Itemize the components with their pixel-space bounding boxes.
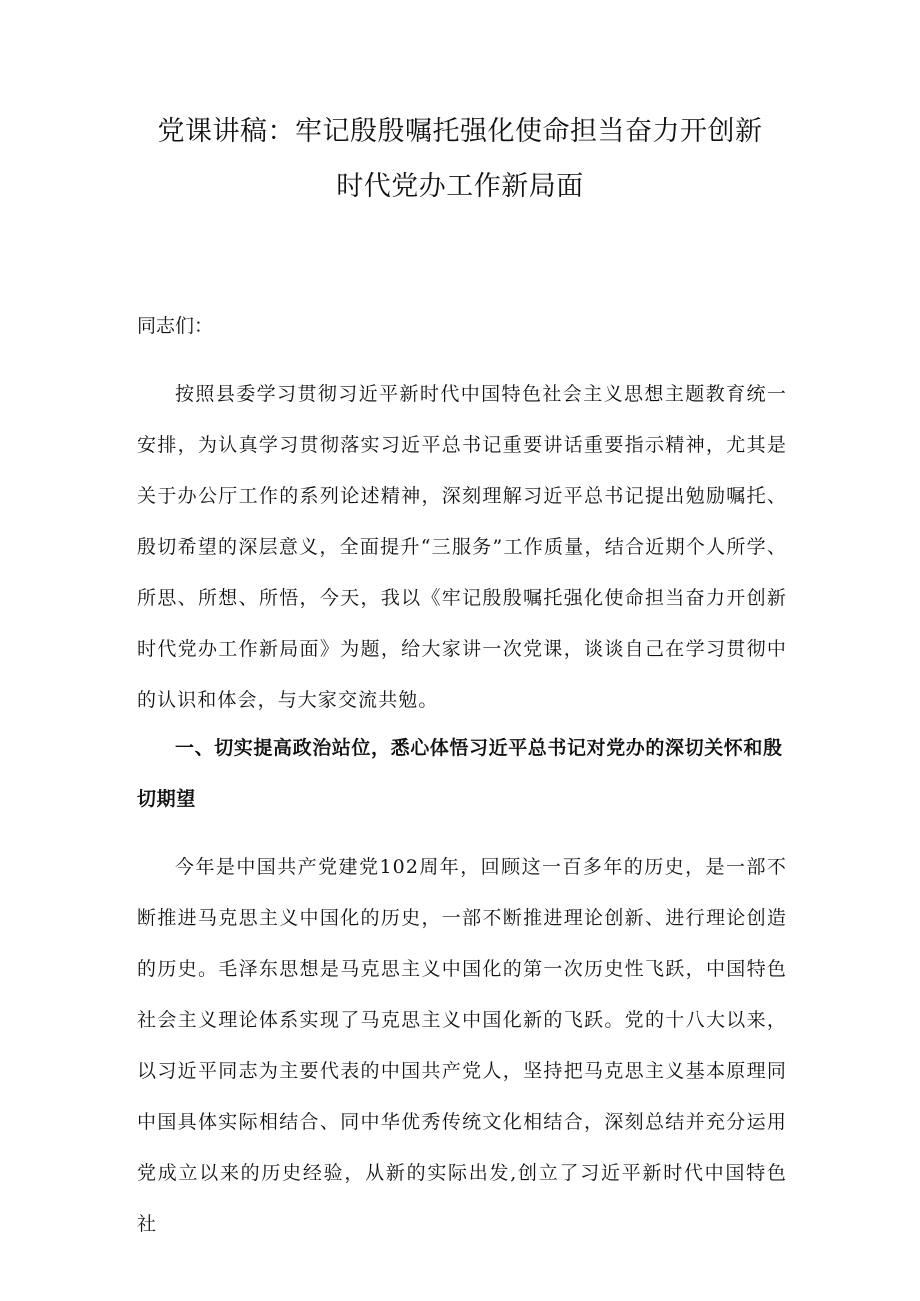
document-title-line1: 党课讲稿：牢记殷殷嘱托强化使命担当奋力开创新 [157, 116, 763, 147]
salutation: 同志们： [137, 315, 214, 337]
intro-paragraph: 按照县委学习贯彻习近平新时代中国特色社会主义思想主题教育统一安排，为认真学习贯彻落实习近平总书记重要讲话重要指示精神，尤其是关于办公厅工作的系列论述精神，深刻理解习近平总书记提出勉励嘱托、殷切希望的深层意义，全面提升“三服务”工作质量，结合近期个人所学、所思、所想、所悟，今天，我以《牢记殷殷嘱托强化使命担当奋力开创新时代党办工作新局面》为题，给大家讲一次党课，谈谈自己在学习贯彻中的认识和体会，与大家交流共勉。 [137, 383, 787, 711]
section-heading-1: 一、切实提高政治站位，悉心体悟习近平总书记对党办的深切关怀和殷切期望 [137, 737, 783, 810]
section-1-paragraph: 今年是中国共产党建党102周年，回顾这一百多年的历史，是一部不断推进马克思主义中国化的历史，一部不断推进理论创新、进行理论创造的历史。毛泽东思想是马克思主义中国化的第一次历史性飞跃，中国特色社会主义理论体系实现了马克思主义中国化新的飞跃。党的十八大以来，以习近平同志为主要代表的中国共产党人，坚持把马克思主义基本原理同中国具体实际相结合、同中华优秀传统文化相结合，深刻总结并充分运用党成立以来的历史经验，从新的实际出发,创立了习近平新时代中国特色社 [137, 856, 787, 1235]
document-title-line2: 时代党办工作新局面 [336, 171, 584, 202]
